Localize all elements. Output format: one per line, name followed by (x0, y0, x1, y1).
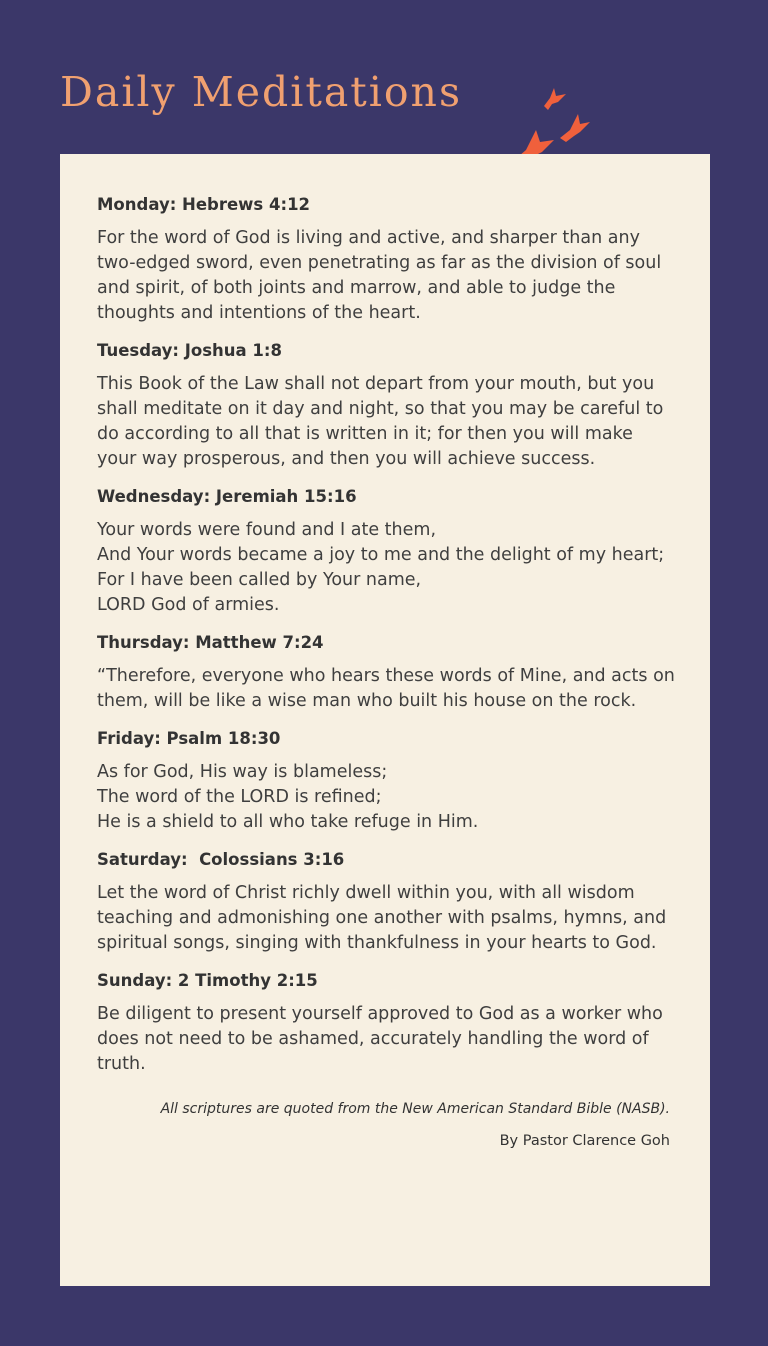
day-heading: Sunday: 2 Timothy 2:15 (97, 971, 318, 990)
page-title: Daily Meditations (60, 68, 462, 116)
author-credit: By Pastor Clarence Goh (499, 1133, 670, 1149)
scripture-text: As for God, His way is blameless; The word of the LORD is refined; He is a shield to all who take refuge in Him. (97, 762, 479, 832)
scripture-text: Let the word of Christ richly dwell within you, with all wisdom teaching and admonishing one another with psalms, hymns, and spiritual songs, singing with thankfulness in your hearts to God. (97, 883, 667, 953)
scripture-text: Your words were found and I ate them, And Your words became a joy to me and the delight of my heart; For I have been called by Your name, LORD God of armies. (97, 520, 665, 615)
day-monday (97, 194, 676, 326)
scripture-text: This Book of the Law shall not depart from your mouth, but you shall meditate on it day and night, so that you may be careful to do according to all that is written in it; for then you will make your way prosperous, and then you will achieve success. (97, 374, 664, 469)
day-heading: Wednesday: Jeremiah 15:16 (97, 487, 357, 506)
day-thursday (97, 632, 676, 714)
day-heading: Tuesday: Joshua 1:8 (97, 341, 282, 360)
scripture-text: Be diligent to present yourself approved to God as a worker who does not need to be ashamed, accurately handling the word of truth. (97, 1004, 663, 1074)
day-saturday (97, 849, 676, 956)
day-heading: Saturday: Colossians 3:16 (97, 850, 345, 869)
day-tuesday (97, 340, 676, 472)
day-heading: Thursday: Matthew 7:24 (97, 633, 324, 652)
day-heading: Friday: Psalm 18:30 (97, 729, 281, 748)
day-friday (97, 728, 676, 835)
scripture-text: “Therefore, everyone who hears these words of Mine, and acts on them, will be like a wise man who built his house on the rock. (97, 666, 675, 711)
day-heading: Monday: Hebrews 4:12 (97, 195, 311, 214)
scripture-text: For the word of God is living and active, and sharper than any two-edged sword, even penetrating as far as the division of soul and spirit, of both joints and marrow, and able to judge the thoughts and intentions of the heart. (97, 228, 662, 323)
day-sunday (97, 970, 676, 1077)
meditations-card (60, 154, 710, 1286)
source-note: All scriptures are quoted from the New American Standard Bible (NASB). (160, 1101, 670, 1117)
day-wednesday (97, 486, 676, 618)
